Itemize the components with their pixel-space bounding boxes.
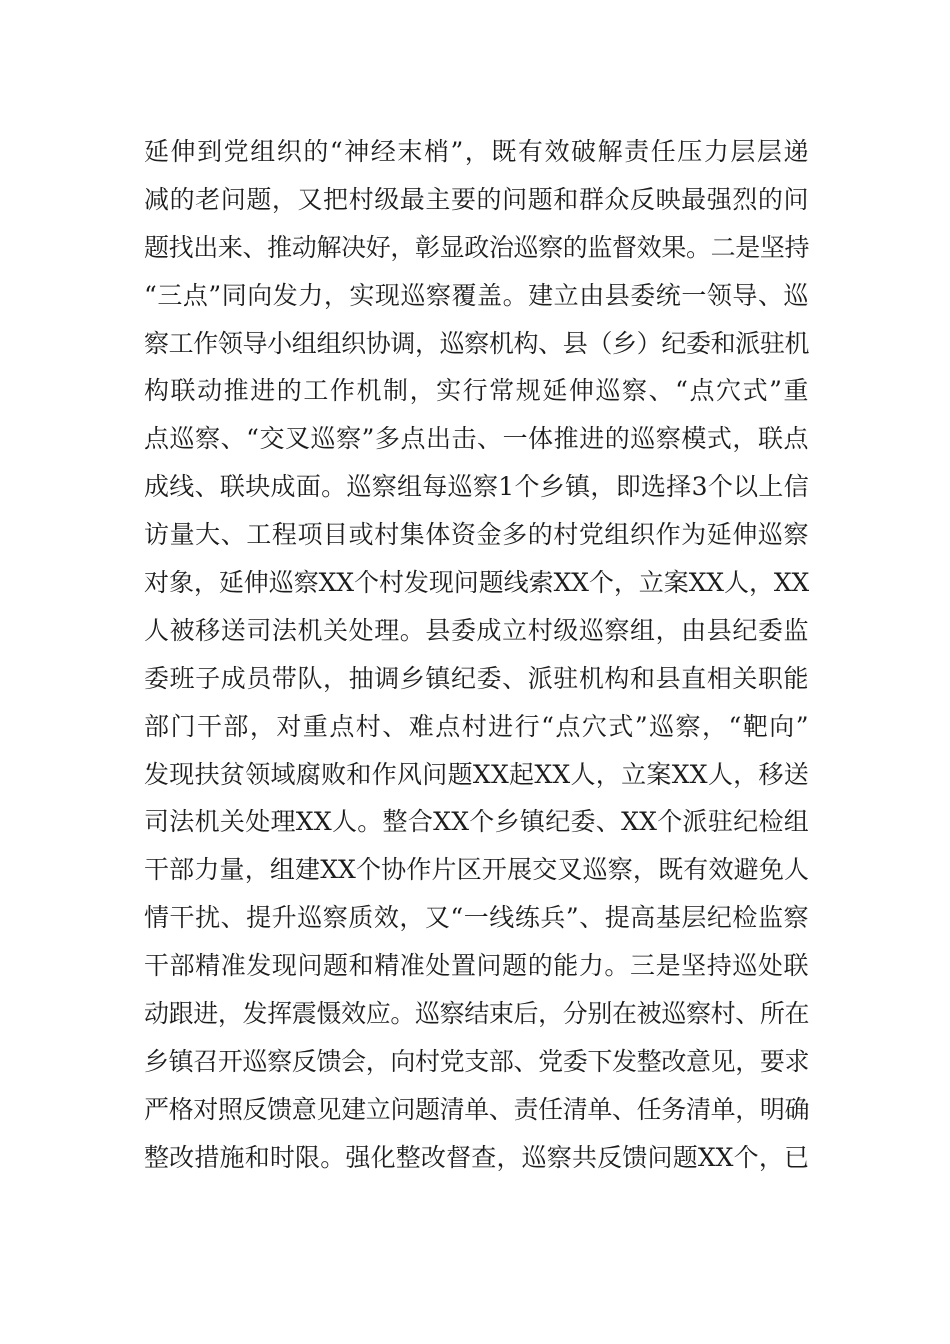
text-line: “三点”同向发力，实现巡察覆盖。建立由县委统一领导、巡	[144, 280, 809, 310]
text-line: 发现扶贫领域腐败和作风问题XX起XX人，立案XX人，移送	[144, 759, 809, 789]
text-line: 委班子成员带队，抽调乡镇纪委、派驻机构和县直相关职能	[144, 663, 809, 693]
text-line: 干部精准发现问题和精准处置问题的能力。三是坚持巡处联	[144, 951, 809, 981]
text-line: 延伸到党组织的“神经末梢”，既有效破解责任压力层层递	[144, 137, 809, 166]
text-line: 对象，延伸巡察XX个村发现问题线索XX个，立案XX人，XX	[144, 568, 809, 598]
text-line: 部门干部，对重点村、难点村进行“点穴式”巡察，“靶向”	[144, 711, 809, 741]
text-line: 构联动推进的工作机制，实行常规延伸巡察、“点穴式”重	[144, 376, 809, 406]
text-line: 司法机关处理XX人。整合XX个乡镇纪委、XX个派驻纪检组	[144, 807, 809, 837]
text-line: 题找出来、推动解决好，彰显政治巡察的监督效果。二是坚持	[144, 232, 809, 262]
text-line: 察工作领导小组组织协调，巡察机构、县（乡）纪委和派驻机	[144, 328, 809, 358]
text-line: 干部力量，组建XX个协作片区开展交叉巡察，既有效避免人	[144, 855, 809, 885]
text-line: 访量大、工程项目或村集体资金多的村党组织作为延伸巡察	[144, 520, 809, 550]
text-line: 减的老问题，又把村级最主要的问题和群众反映最强烈的问	[144, 184, 809, 214]
text-line: 严格对照反馈意见建立问题清单、责任清单、任务清单，明确	[144, 1094, 809, 1124]
body-text	[144, 128, 809, 1182]
text-line: 动跟进，发挥震慑效应。巡察结束后，分别在被巡察村、所在	[144, 999, 809, 1029]
text-line: 成线、联块成面。巡察组每巡察1个乡镇，即选择3个以上信	[144, 472, 809, 502]
text-line: 乡镇召开巡察反馈会，向村党支部、党委下发整改意见，要求	[144, 1046, 809, 1076]
text-line: 人被移送司法机关处理。县委成立村级巡察组，由县纪委监	[144, 615, 809, 645]
text-line: 情干扰、提升巡察质效，又“一线练兵”、提高基层纪检监察	[144, 903, 809, 933]
text-line: 整改措施和时限。强化整改督查，巡察共反馈问题XX个，已	[144, 1142, 809, 1172]
text-line: 点巡察、“交叉巡察”多点出击、一体推进的巡察模式，联点	[144, 424, 809, 454]
